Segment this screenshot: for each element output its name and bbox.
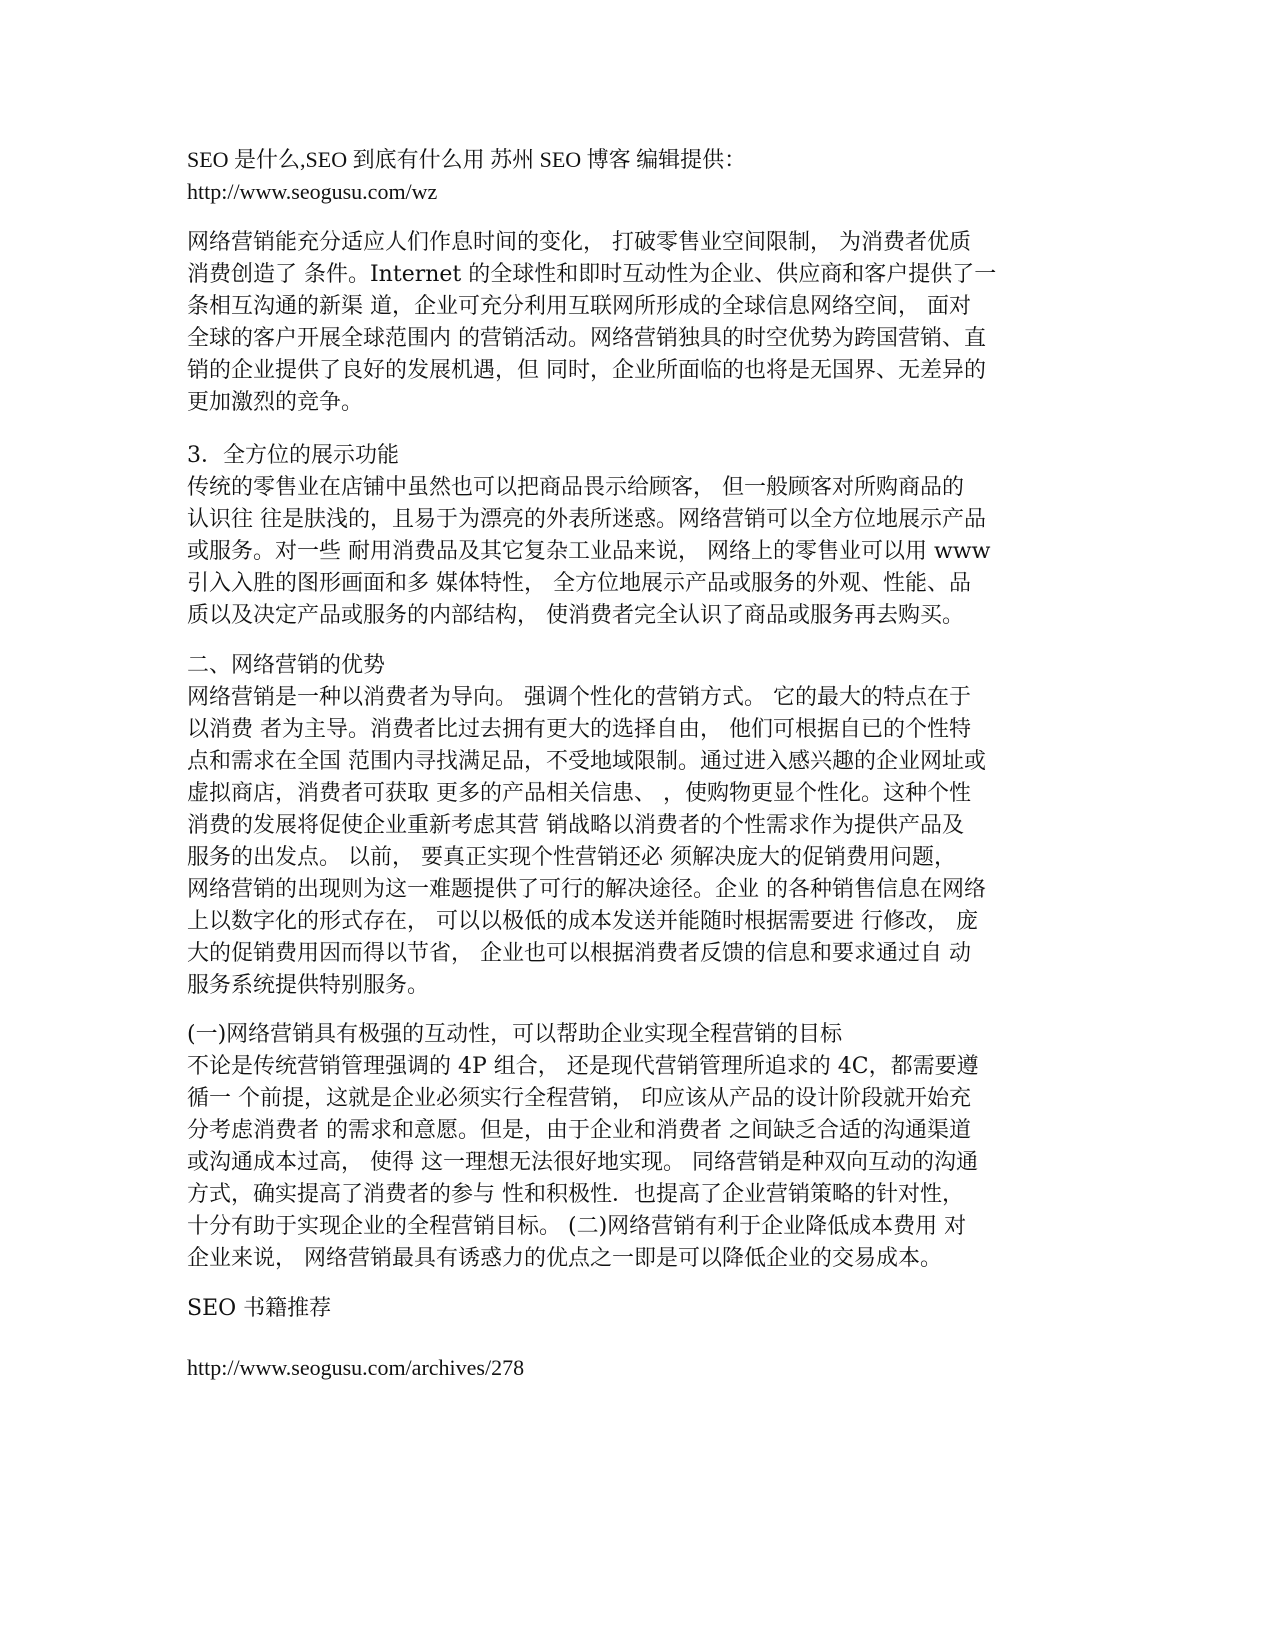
section-3-line: 质以及决定产品或服务的内部结构， 使消费者完全认识了商品或服务再去购买。 [187,603,964,628]
section-interaction-heading: (一)网络营销具有极强的互动性，可以帮助企业实现全程营销的目标 [187,1022,843,1047]
footer-block [187,1352,1092,1384]
section-advantages-line: 网络营销是一种以消费者为导向。 强调个性化的营销方式。 它的最大的特点在于 [187,685,971,710]
section-interaction [187,1019,1092,1275]
section-3-line: 认识往 往是肤浅的，且易于为漂亮的外表所迷惑。网络营销可以全方位地展示产品 [187,507,986,532]
intro-line: 全球的客户开展全球范围内 的营销活动。网络营销独具的时空优势为跨国营销、直 [187,326,986,351]
section-advantages-line: 网络营销的出现则为这一难题提供了可行的解决途径。企业 的各种销售信息在网络 [187,877,986,902]
section-advantages-line: 虚拟商店，消费者可获取 更多的产品相关信患、 ，使购物更显个性化。这种个性 [187,781,971,806]
footer-link[interactable]: http://www.seogusu.com/archives/278 [187,1355,525,1380]
section-interaction-line: 不论是传统营销管理强调的 4P 组合， 还是现代营销管理所追求的 4C，都需要遵 [187,1054,979,1079]
section-3-heading: 3．全方位的展示功能 [187,443,399,468]
intro-line: 条相互沟通的新渠 道，企业可充分利用互联网所形成的全球信息网络空间， 面对 [187,294,971,319]
section-interaction-line: 企业来说， 网络营销最具有诱惑力的优点之一即是可以降低企业的交易成本。 [187,1246,942,1271]
section-3-line: 或服务。对一些 耐用消费品及其它复杂工业品来说， 网络上的零售业可以用 www [187,539,991,564]
intro-line: 更加激烈的竞争。 [187,390,364,415]
header-title: SEO 是什么,SEO 到底有什么用 苏州 SEO 博客 编辑提供： [187,147,747,172]
intro-line: 网络营销能充分适应人们作息时间的变化， 打破零售业空间限制， 为消费者优质 [187,230,971,255]
header-link[interactable]: http://www.seogusu.com/wz [187,179,438,204]
books-block [187,1293,1092,1325]
books-heading: SEO 书籍推荐 [187,1296,332,1321]
section-interaction-line: 循一 个前提，这就是企业必须实行全程营销， 印应该从产品的设计阶段就开始充 [187,1086,971,1111]
section-advantages-line: 上以数字化的形式存在， 可以以极低的成本发送并能随时根据需要进 行修改， 庞 [187,909,978,934]
section-interaction-line: 或沟通成本过高， 使得 这一理想无法很好地实现。 同络营销是种双向互动的沟通 [187,1150,978,1175]
section-advantages [187,650,1092,1002]
intro-line: 销的企业提供了良好的发展机遇，但 同时，企业所面临的也将是无国界、无差异的 [187,358,986,383]
section-advantages-line: 大的促销费用因而得以节省， 企业也可以根据消费者反馈的信息和要求通过自 动 [187,941,971,966]
section-3-line: 传统的零售业在店铺中虽然也可以把商品畏示给顾客， 但一般顾客对所购商品的 [187,475,964,500]
header-block [187,144,1092,208]
section-advantages-line: 服务的出发点。 以前， 要真正实现个性营销还必 须解决庞大的促销费用问题， [187,845,956,870]
section-advantages-line: 以消费 者为主导。消费者比过去拥有更大的选择自由， 他们可根据自已的个性特 [187,717,971,742]
section-advantages-line: 消费的发展将促使企业重新考虑其营 销战略以消费者的个性需求作为提供产品及 [187,813,964,838]
section-advantages-heading: 二、网络营销的优势 [187,653,386,678]
section-3-line: 引入入胜的图形画面和多 媒体特性， 全方位地展示产品或服务的外观、性能、品 [187,571,971,596]
section-advantages-line: 服务系统提供特别服务。 [187,973,430,998]
section-interaction-line: 分考虑消费者 的需求和意愿。但是，由于企业和消费者 之间缺乏合适的沟通渠道 [187,1118,971,1143]
intro-paragraph [187,227,1092,419]
section-3 [187,440,1092,632]
section-interaction-line: 方式，确实提高了消费者的参与 性和积极性．也提高了企业营销策略的针对性， [187,1182,964,1207]
section-advantages-line: 点和需求在全国 范围内寻找满足品，不受地域限制。通过进入感兴趣的企业网址或 [187,749,986,774]
intro-line: 消费创造了 条件。Internet 的全球性和即时互动性为企业、供应商和客户提供了一 [187,262,997,287]
section-interaction-line: 十分有助于实现企业的全程营销目标。 (二)网络营销有利于企业降低成本费用 对 [187,1214,967,1239]
